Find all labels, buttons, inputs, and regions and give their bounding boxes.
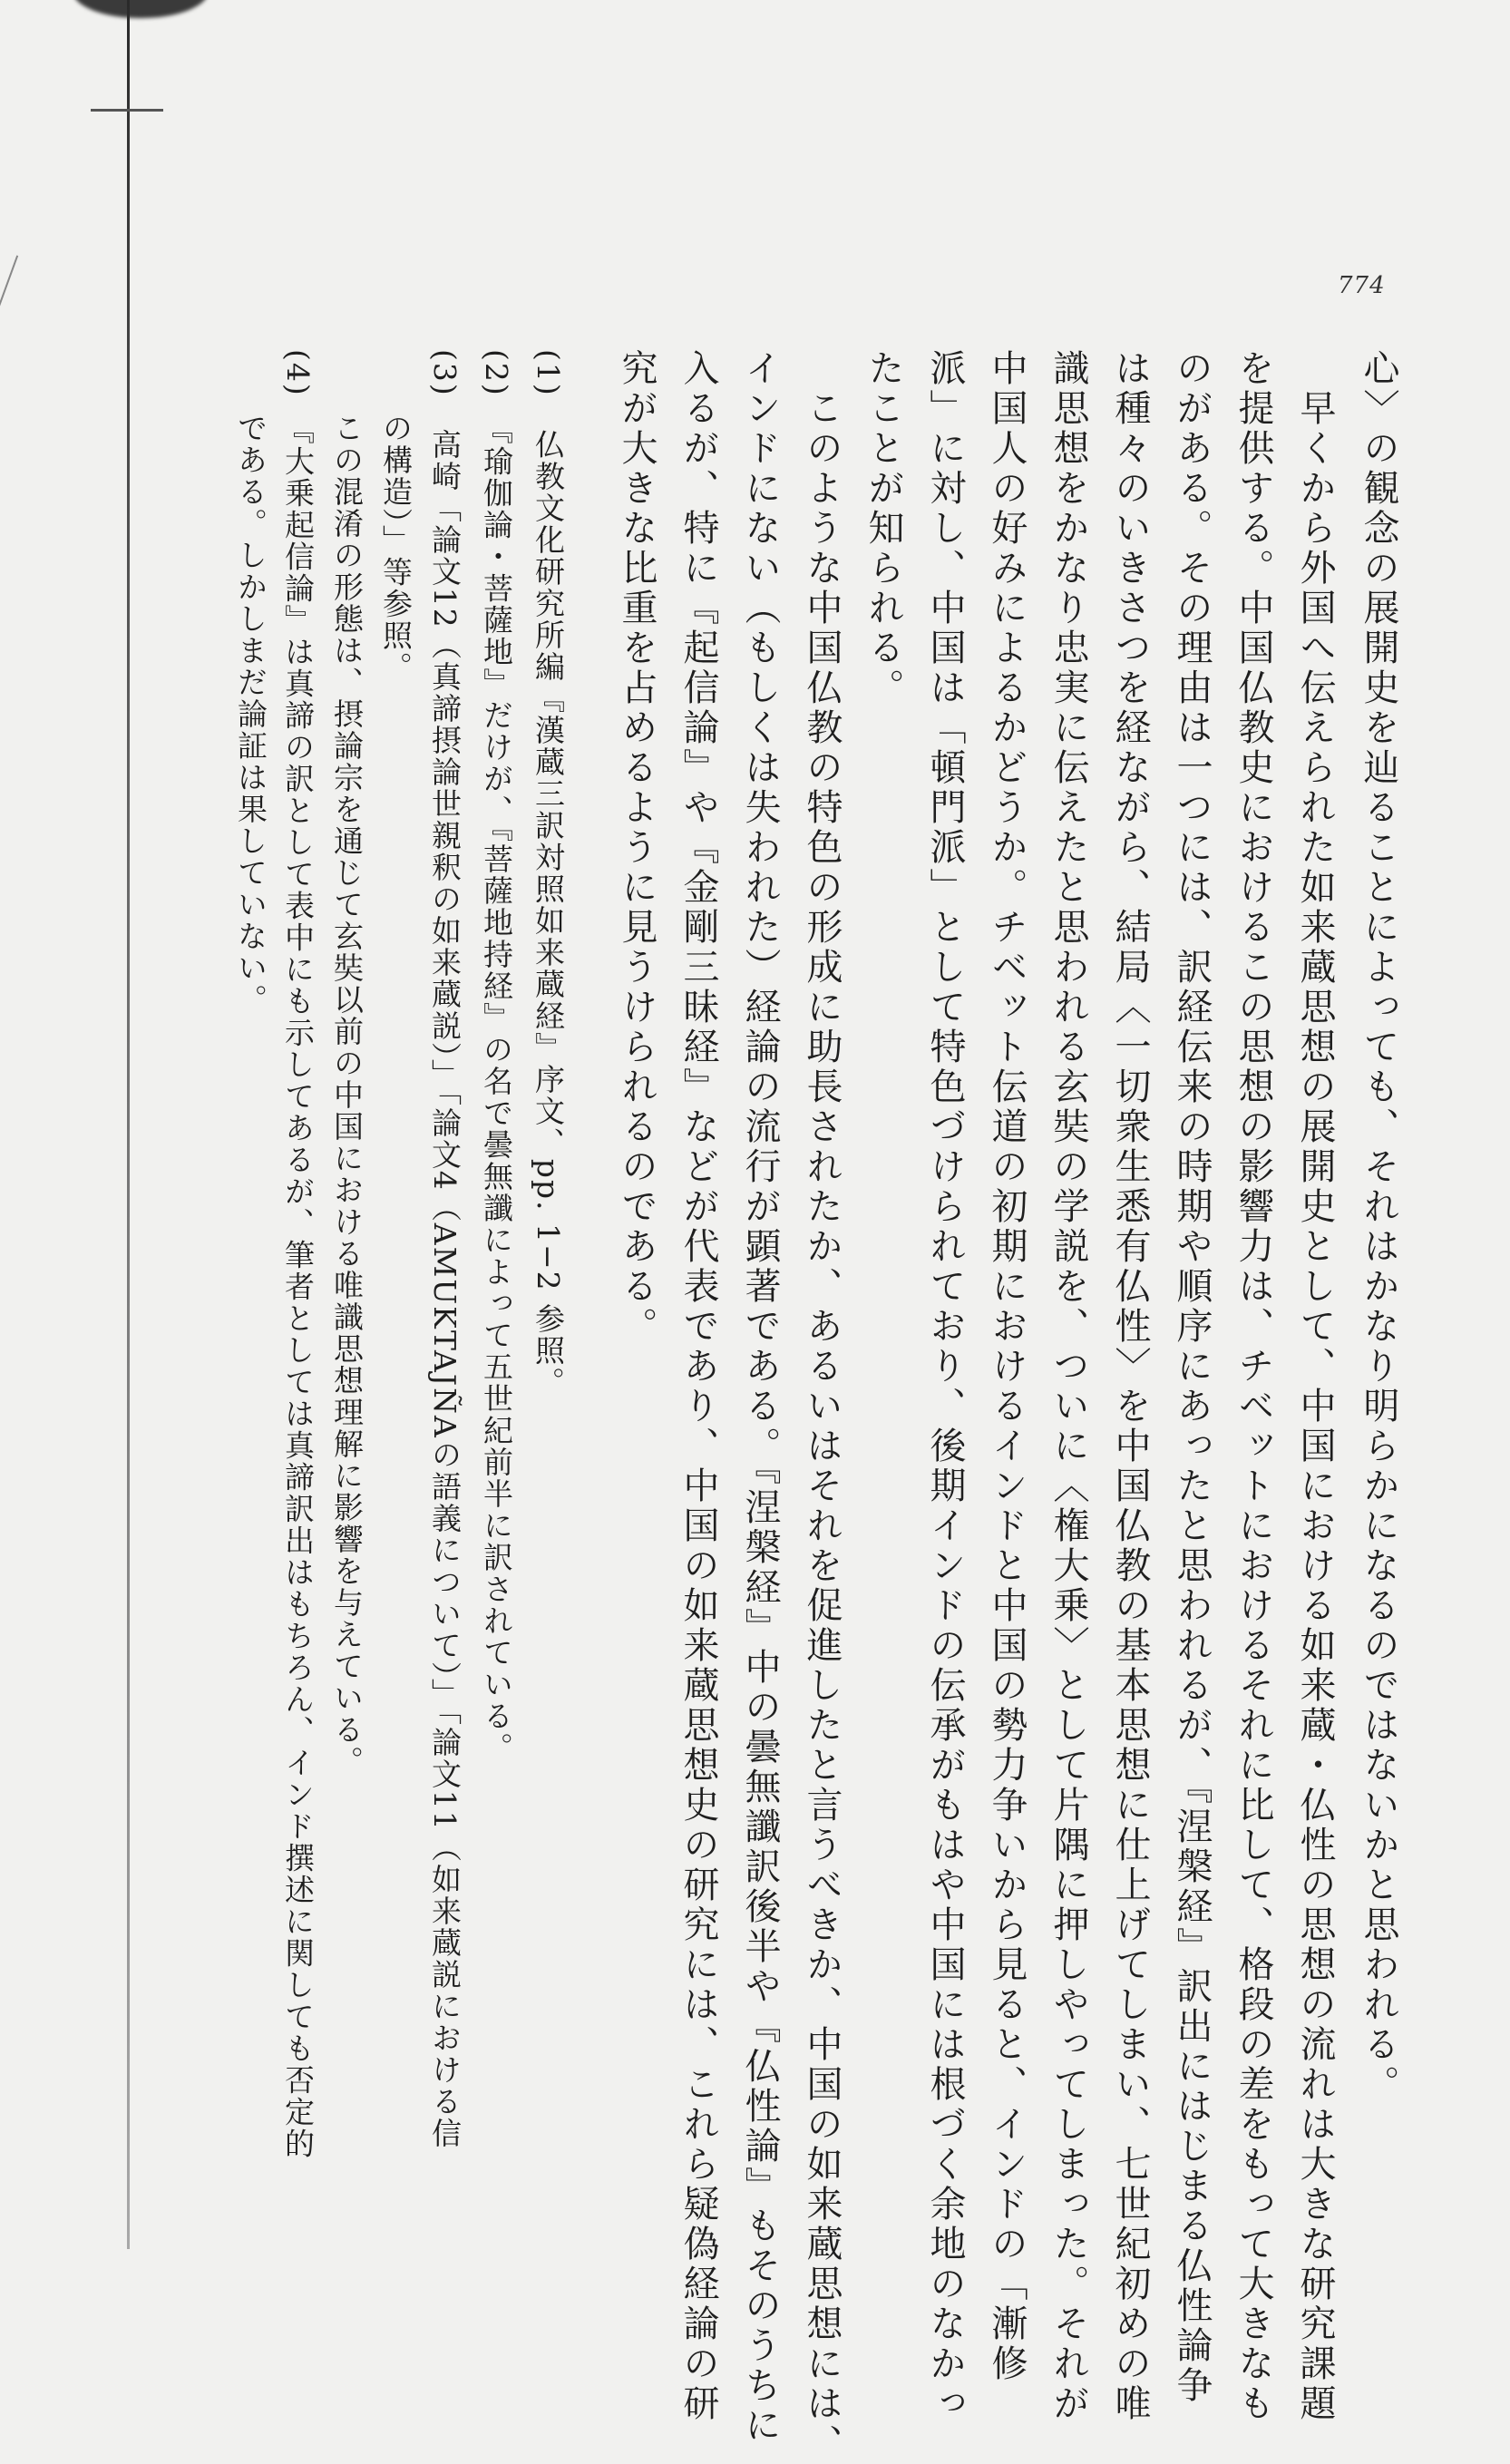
binding-line <box>127 0 130 2249</box>
footnote-line: この混淆の形態は、摂論宗を通じて玄奘以前の中国における唯識思想理解に影響を与えている。 <box>329 349 365 1777</box>
binding-tick <box>91 109 163 112</box>
main-text-line: は種々のいきさつを経ながら、結局〈一切衆生悉有仏性〉を中国仏教の基本思想に仕上げてしまい、七世紀初めの唯 <box>1109 349 1151 2424</box>
main-text-line: このような中国仏教の特色の形成に助長されたか、あるいはそれを促進したと言うべきか、中国の如来蔵思想には、 <box>801 349 843 2464</box>
footnote-line: (2) 『瑜伽論・菩薩地』だけが、『菩薩地持経』の名で曇無讖によって五世紀前半に訳されている。 <box>479 349 514 1764</box>
main-text-line: 中国人の好みによるかどうか。チベット伝道の初期におけるインドと中国の勢力争いから見ると、インドの「漸修 <box>986 349 1028 2384</box>
main-text-line: 心〉の観念の展開史を辿ることによっても、それはかなり明らかになるのではないかと思われる。 <box>1358 349 1399 2105</box>
main-text-line: を提供する。中国仏教史におけるこの思想の影響力は、チベットにおけるそれに比して、格段の差をもって大きなも <box>1232 349 1274 2424</box>
main-text-line: のがある。その理由は一つには、訳経伝来の時期や順序にあったと思われるが、『涅槃経』訳出にはじまる仏性論争 <box>1171 349 1213 2406</box>
main-text-line: 早くから外国へ伝えられた如来蔵思想の展開史として、中国における如来蔵・仏性の思想の流れは大きな研究課題 <box>1294 349 1336 2424</box>
footnote-line: (1) 仏教文化研究所編『漢蔵三訳対照如来蔵経』序文、pp. 1−2 参照。 <box>531 349 566 1399</box>
main-text-line: 識思想をかなり忠実に伝えたと思われる玄奘の学説を、ついに〈権大乗〉として片隅に押しやってしまった。それが <box>1047 349 1089 2424</box>
footnote-line: (3) 高崎「論文12（真諦摂論世親釈の如来蔵説）」「論文4（AMUKTAJÑAの語義について）」「論文11（如来蔵説における信 <box>427 349 463 2149</box>
main-text-line: たことが知られる。 <box>862 349 904 708</box>
main-text-line: 究が大きな比重を占めるように見うけられるのである。 <box>616 349 658 1347</box>
main-text-line: インドにない（もしくは失われた）経論の流行が顕著である。『涅槃経』中の曇無讖訳後半や『仏性論』もそのうちに <box>739 349 781 2446</box>
main-text-line: 派」に対し、中国は「頓門派」として特色づけられており、後期インドの伝承がもはや中国には根づく余地のなかっ <box>924 349 966 2424</box>
main-text-line: 入るが、特に『起信論』や『金剛三昧経』などが代表であり、中国の如来蔵思想史の研究には、これら疑偽経論の研 <box>677 349 719 2424</box>
footnote-line: (4) 『大乗起信論』は真諦の訳として表中にも示してあるが、筆者としては真諦訳出はもちろん、インド撰述に関しても否定的 <box>280 349 316 2160</box>
footnote-line: の構造）」等参照。 <box>378 349 414 684</box>
binding-shadow <box>73 0 209 18</box>
page-number: 774 <box>1338 272 1386 299</box>
stray-mark <box>0 255 18 307</box>
footnote-line: である。しかしまだ論証は果していない。 <box>233 349 268 1016</box>
